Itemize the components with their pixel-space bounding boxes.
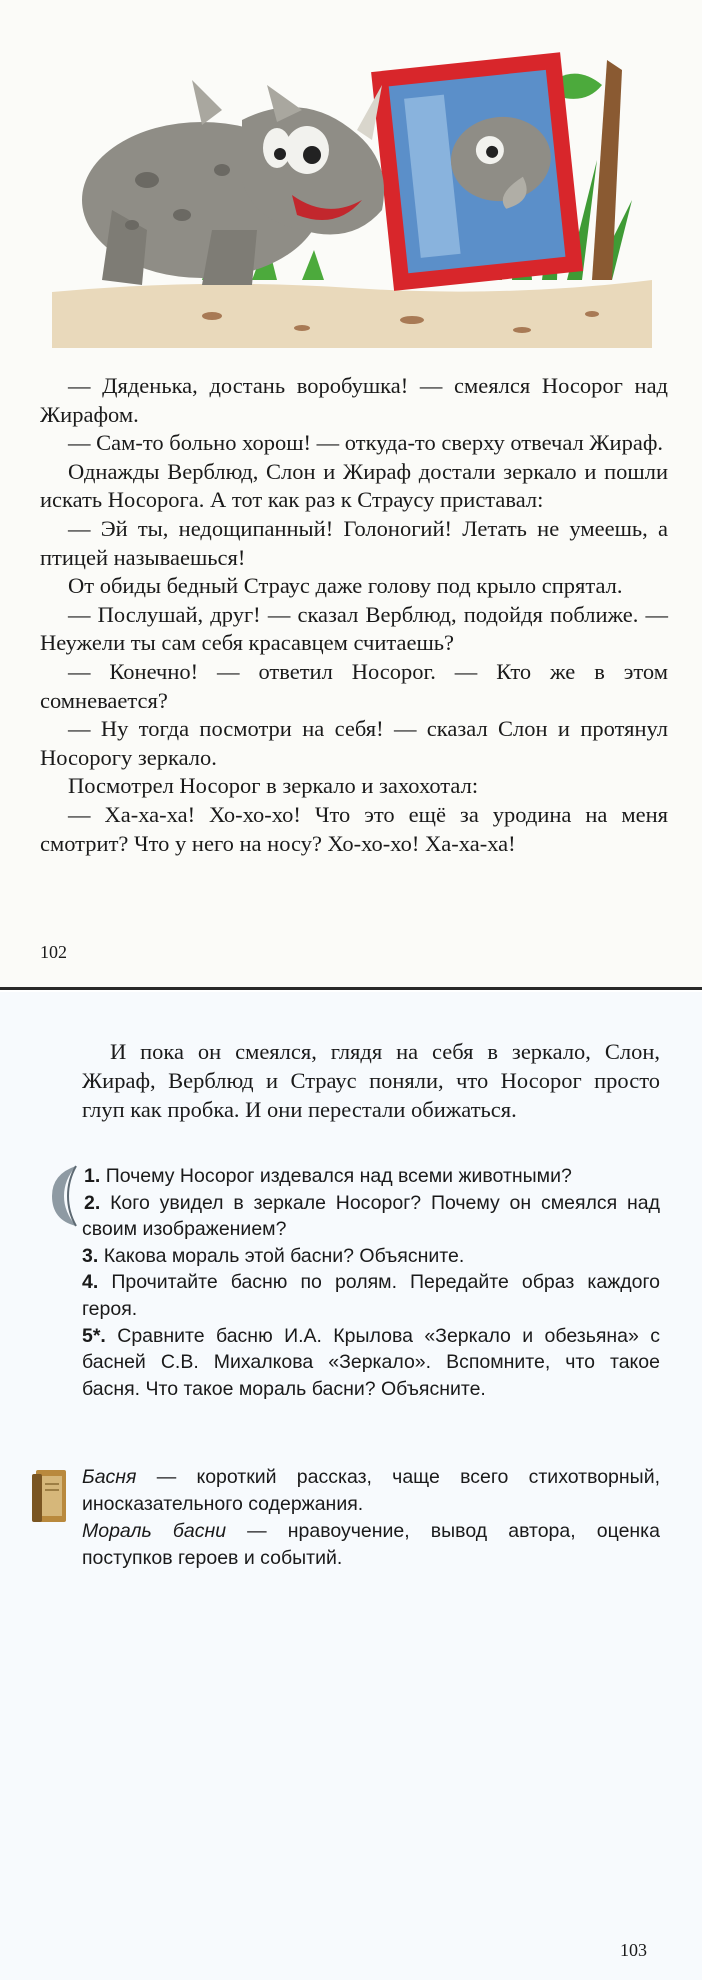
paragraph: — Сам-то больно хорош! — откуда-то сверху отвечал Жираф. (68, 430, 664, 456)
rhino-mirror-illustration (52, 30, 652, 348)
paragraph: Однажды Верблюд, Слон и Жираф достали зеркало и пошли искать Носорога. А тот как раз к Страусу приставал: (40, 458, 668, 513)
paragraph: — Дяденька, достань воробушка! — смеялся Носорог над Жирафом. (40, 373, 668, 427)
page-number: 103 (620, 1940, 647, 1960)
paragraph: — Эй ты, недощипанный! Голоногий! Летать не умеешь, а птицей называешься! (40, 515, 668, 570)
question-4: 4. Прочитайте басню по ролям. Передайте образ каждого героя. (82, 1271, 660, 1320)
questions-block (82, 1163, 660, 1402)
paragraph: От обиды бедный Страус даже голову под крыло спрятал. (68, 573, 623, 599)
ground (52, 280, 652, 348)
question-1: 1. Почему Носорог издевался над всеми животными? (84, 1165, 572, 1187)
question-marker-icon (46, 1162, 80, 1230)
book-icon (28, 1466, 72, 1526)
paragraph: — Ха-ха-ха! Хо-хо-хо! Что это ещё за уродина на меня смотрит? Что у него на носу? Хо-хо-хо! Ха-ха-ха! (40, 801, 668, 856)
paragraph: — Конечно! — ответил Носорог. — Кто же в этом сомневается? (40, 658, 668, 713)
fable-text-page-102 (40, 372, 668, 858)
paragraph: — Ну тогда посмотри на себя! — сказал Слон и протянул Носорогу зеркало. (40, 716, 668, 770)
page-number: 102 (40, 942, 67, 962)
question-2: 2. Кого увидел в зеркале Носорог? Почему он смеялся над своим изображением? (82, 1191, 661, 1241)
paragraph: Посмотрел Носорог в зеркало и захохотал: (68, 773, 479, 799)
paragraph: И пока он смеялся, глядя на себя в зеркало, Слон, Жираф, Верблюд и Страус поняли, что Носорог просто глуп как пробка. И они перестали обижаться. (82, 1039, 660, 1122)
question-3: 3. Какова мораль этой басни? Объясните. (82, 1244, 465, 1267)
fable-ending (82, 1038, 660, 1124)
mirror-icon (371, 52, 583, 291)
definition-moral: Мораль басни — нравоучение, вывод автора, оценка поступков героев и событий. (82, 1520, 660, 1569)
definitions-block (82, 1464, 660, 1572)
definition-fable: Басня — короткий рассказ, чаще всего стихотворный, иносказательного содержания. (82, 1466, 660, 1515)
paragraph: — Послушай, друг! — сказал Верблюд, подойдя поближе. — Неужели ты сам себя красавцем считаешь? (40, 601, 668, 656)
question-5: 5*. Сравните басню И.А. Крылова «Зеркало и обезьяна» с басней С.В. Михалкова «Зеркало». Вспомните, что такое басня. Что такое мораль басни? Объясните. (82, 1324, 660, 1400)
